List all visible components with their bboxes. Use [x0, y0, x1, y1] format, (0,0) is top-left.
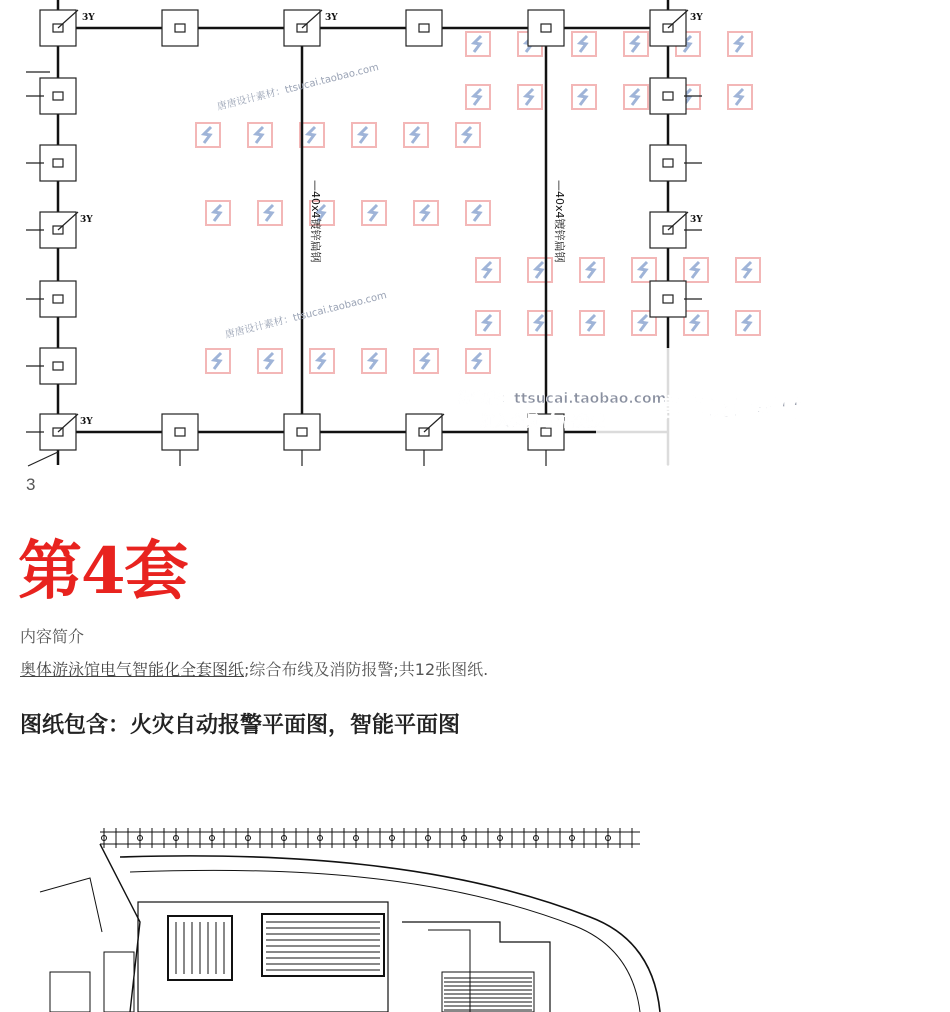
watermark-logo-icon: [466, 349, 490, 373]
watermark-logo-icon: [476, 258, 500, 282]
watermark-shop-line: 淘宝店：ttsucai.taobao.com: [458, 391, 667, 407]
watermark-logo-icon: [572, 32, 596, 56]
page-number: 3: [26, 475, 36, 494]
watermark-diagonal-text: 唐唐设计素材：ttsucai.taobao.com: [224, 290, 388, 341]
watermark-logo-icon: [580, 311, 604, 335]
watermark-logo-icon: [684, 258, 708, 282]
watermark-logo-icon: [624, 32, 648, 56]
watermark-logo-icon: [580, 258, 604, 282]
watermark-logo-icon: [466, 32, 490, 56]
watermark-logo-icon: [736, 311, 760, 335]
watermark-logo-icon: [728, 85, 752, 109]
watermark-logo-icon: [466, 85, 490, 109]
pier-footing: [284, 414, 320, 450]
pier-footing: [406, 10, 442, 46]
watermark-logo-icon: [414, 201, 438, 225]
pier-footing: [650, 145, 686, 181]
pier-footing: [40, 281, 76, 317]
watermark-logo-icon: [572, 85, 596, 109]
watermark-logo-icon: [736, 258, 760, 282]
watermark-logo-icon: [196, 123, 220, 147]
watermark-logo-icon: [528, 258, 552, 282]
intro-rest-text: ;综合布线及消防报警;共12张图纸.: [244, 660, 489, 679]
watermark-logo-icon: [258, 349, 282, 373]
rebar-label: —40x4镀锌扁钢: [309, 180, 322, 263]
watermark-logo-icon: [728, 32, 752, 56]
watermark-logo-icon: [362, 349, 386, 373]
pier-footing: [40, 78, 76, 114]
watermark-brand: 唐唐设计素材: [658, 394, 802, 422]
pier-footing: [40, 145, 76, 181]
intro-label: 内容简介: [20, 627, 85, 646]
intro-link[interactable]: 奥体游泳馆电气智能化全套图纸: [20, 660, 245, 679]
watermark-logo-icon: [404, 123, 428, 147]
watermark-logo-icon: [352, 123, 376, 147]
tag-label: 3Y: [80, 417, 93, 427]
watermark-logo-icon: [310, 349, 334, 373]
tag-label: 3Y: [82, 13, 95, 23]
pier-footing: [162, 414, 198, 450]
site-plan-drawing: [30, 822, 670, 1012]
contains-heading: 图纸包含：火灾自动报警平面图，智能平面图: [20, 712, 461, 738]
tag-label: 3Y: [325, 13, 338, 23]
watermark-logo-icon: [248, 123, 272, 147]
watermark-logo-icon: [684, 311, 708, 335]
watermark-member-line: 加入会员 全店免费: [480, 412, 606, 430]
pier-footing: [650, 78, 686, 114]
tag-label: 3Y: [690, 215, 703, 225]
watermark-logo-icon: [466, 201, 490, 225]
watermark-logo-icon: [206, 349, 230, 373]
watermark-logo-icon: [414, 349, 438, 373]
intro-description: [20, 657, 488, 680]
watermark-logo-icon: [528, 311, 552, 335]
watermark-logo-icon: [518, 85, 542, 109]
watermark-logo-icon: [258, 201, 282, 225]
pier-footing: [40, 348, 76, 384]
watermark-logo-icon: [362, 201, 386, 225]
rebar-label: —40x4镀锌扁钢: [553, 180, 566, 263]
watermark-logo-icon: [456, 123, 480, 147]
tag-label: 3Y: [80, 215, 93, 225]
set-title: 第4套: [18, 534, 188, 609]
watermark-logo-icon: [624, 85, 648, 109]
watermark-logo-icon: [206, 201, 230, 225]
pier-footing: [650, 281, 686, 317]
pier-footing: [162, 10, 198, 46]
grounding-plan-drawing: [0, 0, 950, 470]
watermark-logo-icon: [476, 311, 500, 335]
watermark-logo-icon: [632, 258, 656, 282]
pier-footing: [528, 10, 564, 46]
watermark-diagonal-text: 唐唐设计素材：ttsucai.taobao.com: [216, 62, 380, 113]
watermark-logo-icon: [300, 123, 324, 147]
tag-label: 3Y: [690, 13, 703, 23]
